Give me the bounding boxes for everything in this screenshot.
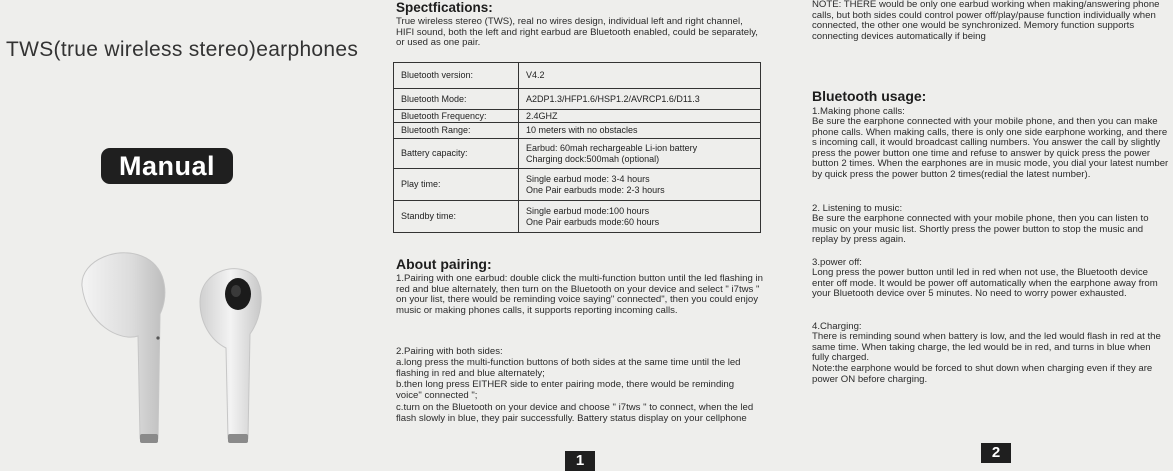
usage-section-3-body: Long press the power button until led in red when not use, the Bluetooth device enter off mode. It would be power off automatically when the earphone away from your Bluetooth device over 5 minutes. No need to worry power exhausted.: [812, 267, 1158, 300]
earbuds-pair-image: [60, 238, 310, 458]
pairing-step-c: c.turn on the Bluetooth on your device and choose " i7tws " to connect, when the led flash slowly in blue, they pair successfully. Battery status display on your cellphone: [396, 402, 754, 424]
usage-section-2-title: 2. Listening to music:: [812, 203, 903, 214]
pairing-step-a: a.long press the multi-function buttons of both sides at the same time until the led flashing in red and blue alternately;: [396, 357, 741, 379]
usage-heading: Bluetooth usage:: [812, 88, 927, 104]
spec-label: Play time:: [394, 169, 519, 201]
page-number-2: 2: [981, 443, 1011, 463]
spec-value: [519, 139, 761, 169]
manual-badge: Manual: [101, 148, 233, 184]
pairing-paragraph-2-title: 2.Pairing with both sides:: [396, 346, 503, 357]
spec-value: [519, 201, 761, 233]
spec-value: V4.2: [519, 63, 761, 89]
table-row: [394, 139, 761, 169]
specifications-table: [393, 62, 761, 233]
usage-section-4-note: Note:the earphone would be forced to shut down when charging even if they are power ON before charging.: [812, 363, 1153, 385]
spec-value: 10 meters with no obstacles: [519, 123, 761, 139]
table-row: [394, 123, 761, 139]
spec-value-line: One Pair earbuds mode: 2-3 hours: [526, 184, 665, 195]
spec-value-line: Charging dock:500mah (optional): [526, 153, 660, 164]
spec-label: Bluetooth Frequency:: [394, 110, 519, 123]
note-paragraph: NOTE: THERE would be only one earbud working when making/answering phone calls, but both sides could control power off/play/pause function individually when connected, the other one would be synchronized. Memory function supports connecting devices automatically if being: [812, 0, 1160, 42]
table-row: [394, 110, 761, 123]
usage-section-1-title: 1.Making phone calls:: [812, 106, 905, 117]
specifications-intro: True wireless stereo (TWS), real no wires design, individual left and right channel, HIFI sound, both the left and right earbud are Bluetooth enabled, could be separately, or used as one pair.: [396, 16, 758, 49]
table-row: [394, 169, 761, 201]
usage-section-4-body: There is reminding sound when battery is low, and the led would flash in red at the same time. When taking charge, the led would be in red, and turns in blue when fully charged.: [812, 331, 1161, 364]
spec-value-line: Single earbud mode:100 hours: [526, 206, 650, 216]
spec-label: Bluetooth version:: [394, 63, 519, 89]
usage-section-3-title: 3.power off:: [812, 257, 862, 268]
usage-section-4-title: 4.Charging:: [812, 321, 862, 332]
table-row: [394, 63, 761, 89]
spec-label: Battery capacity:: [394, 139, 519, 169]
pairing-heading: About pairing:: [396, 256, 492, 272]
spec-label: Standby time:: [394, 201, 519, 233]
spec-value: 2.4GHZ: [519, 110, 761, 123]
product-title: TWS(true wireless stereo)earphones: [6, 38, 359, 61]
pairing-step-b: b.then long press EITHER side to enter pairing mode, there would be reminding voice" connected ";: [396, 379, 735, 401]
table-row: [394, 201, 761, 233]
specifications-heading: Spectfications:: [396, 0, 493, 15]
spec-value-line: One Pair earbuds mode:60 hours: [526, 216, 660, 227]
table-row: [394, 89, 761, 110]
spec-label: Bluetooth Range:: [394, 123, 519, 139]
spec-value: [519, 169, 761, 201]
spec-value-line: Single earbud mode: 3-4 hours: [526, 174, 650, 184]
page-number-1: 1: [565, 451, 595, 471]
spec-label: Bluetooth Mode:: [394, 89, 519, 110]
pairing-paragraph-1: 1.Pairing with one earbud: double click the multi-function button until the led flashing in red and blue alternately, then turn on the Bluetooth on your device and select " i7tws " on your list, there would be reminding voice saying" connected", then you could enjoy music or making phones calls, it supports reporting incoming calls.: [396, 273, 763, 316]
usage-section-2-body: Be sure the earphone connected with your mobile phone, then you can listen to music on your music list. Shortly press the power button to stop the music and replay by press again.: [812, 213, 1149, 246]
spec-value: A2DP1.3/HFP1.6/HSP1.2/AVRCP1.6/D11.3: [519, 89, 761, 110]
usage-section-1-body: Be sure the earphone connected with your mobile phone, and then you can make phone calls. When making calls, there is only one side earphone working, and there s incoming call, it would broadcast calling numbers. You answer the call by slightly press the power button one time and refuse to answer by quick press the power button 2 times. When the earphones are in music mode, you dial your latest number by quick press the power button 2 times(redial the latest number).: [812, 116, 1169, 180]
spec-value-line: Earbud: 60mah rechargeable Li-ion battery: [526, 143, 698, 153]
